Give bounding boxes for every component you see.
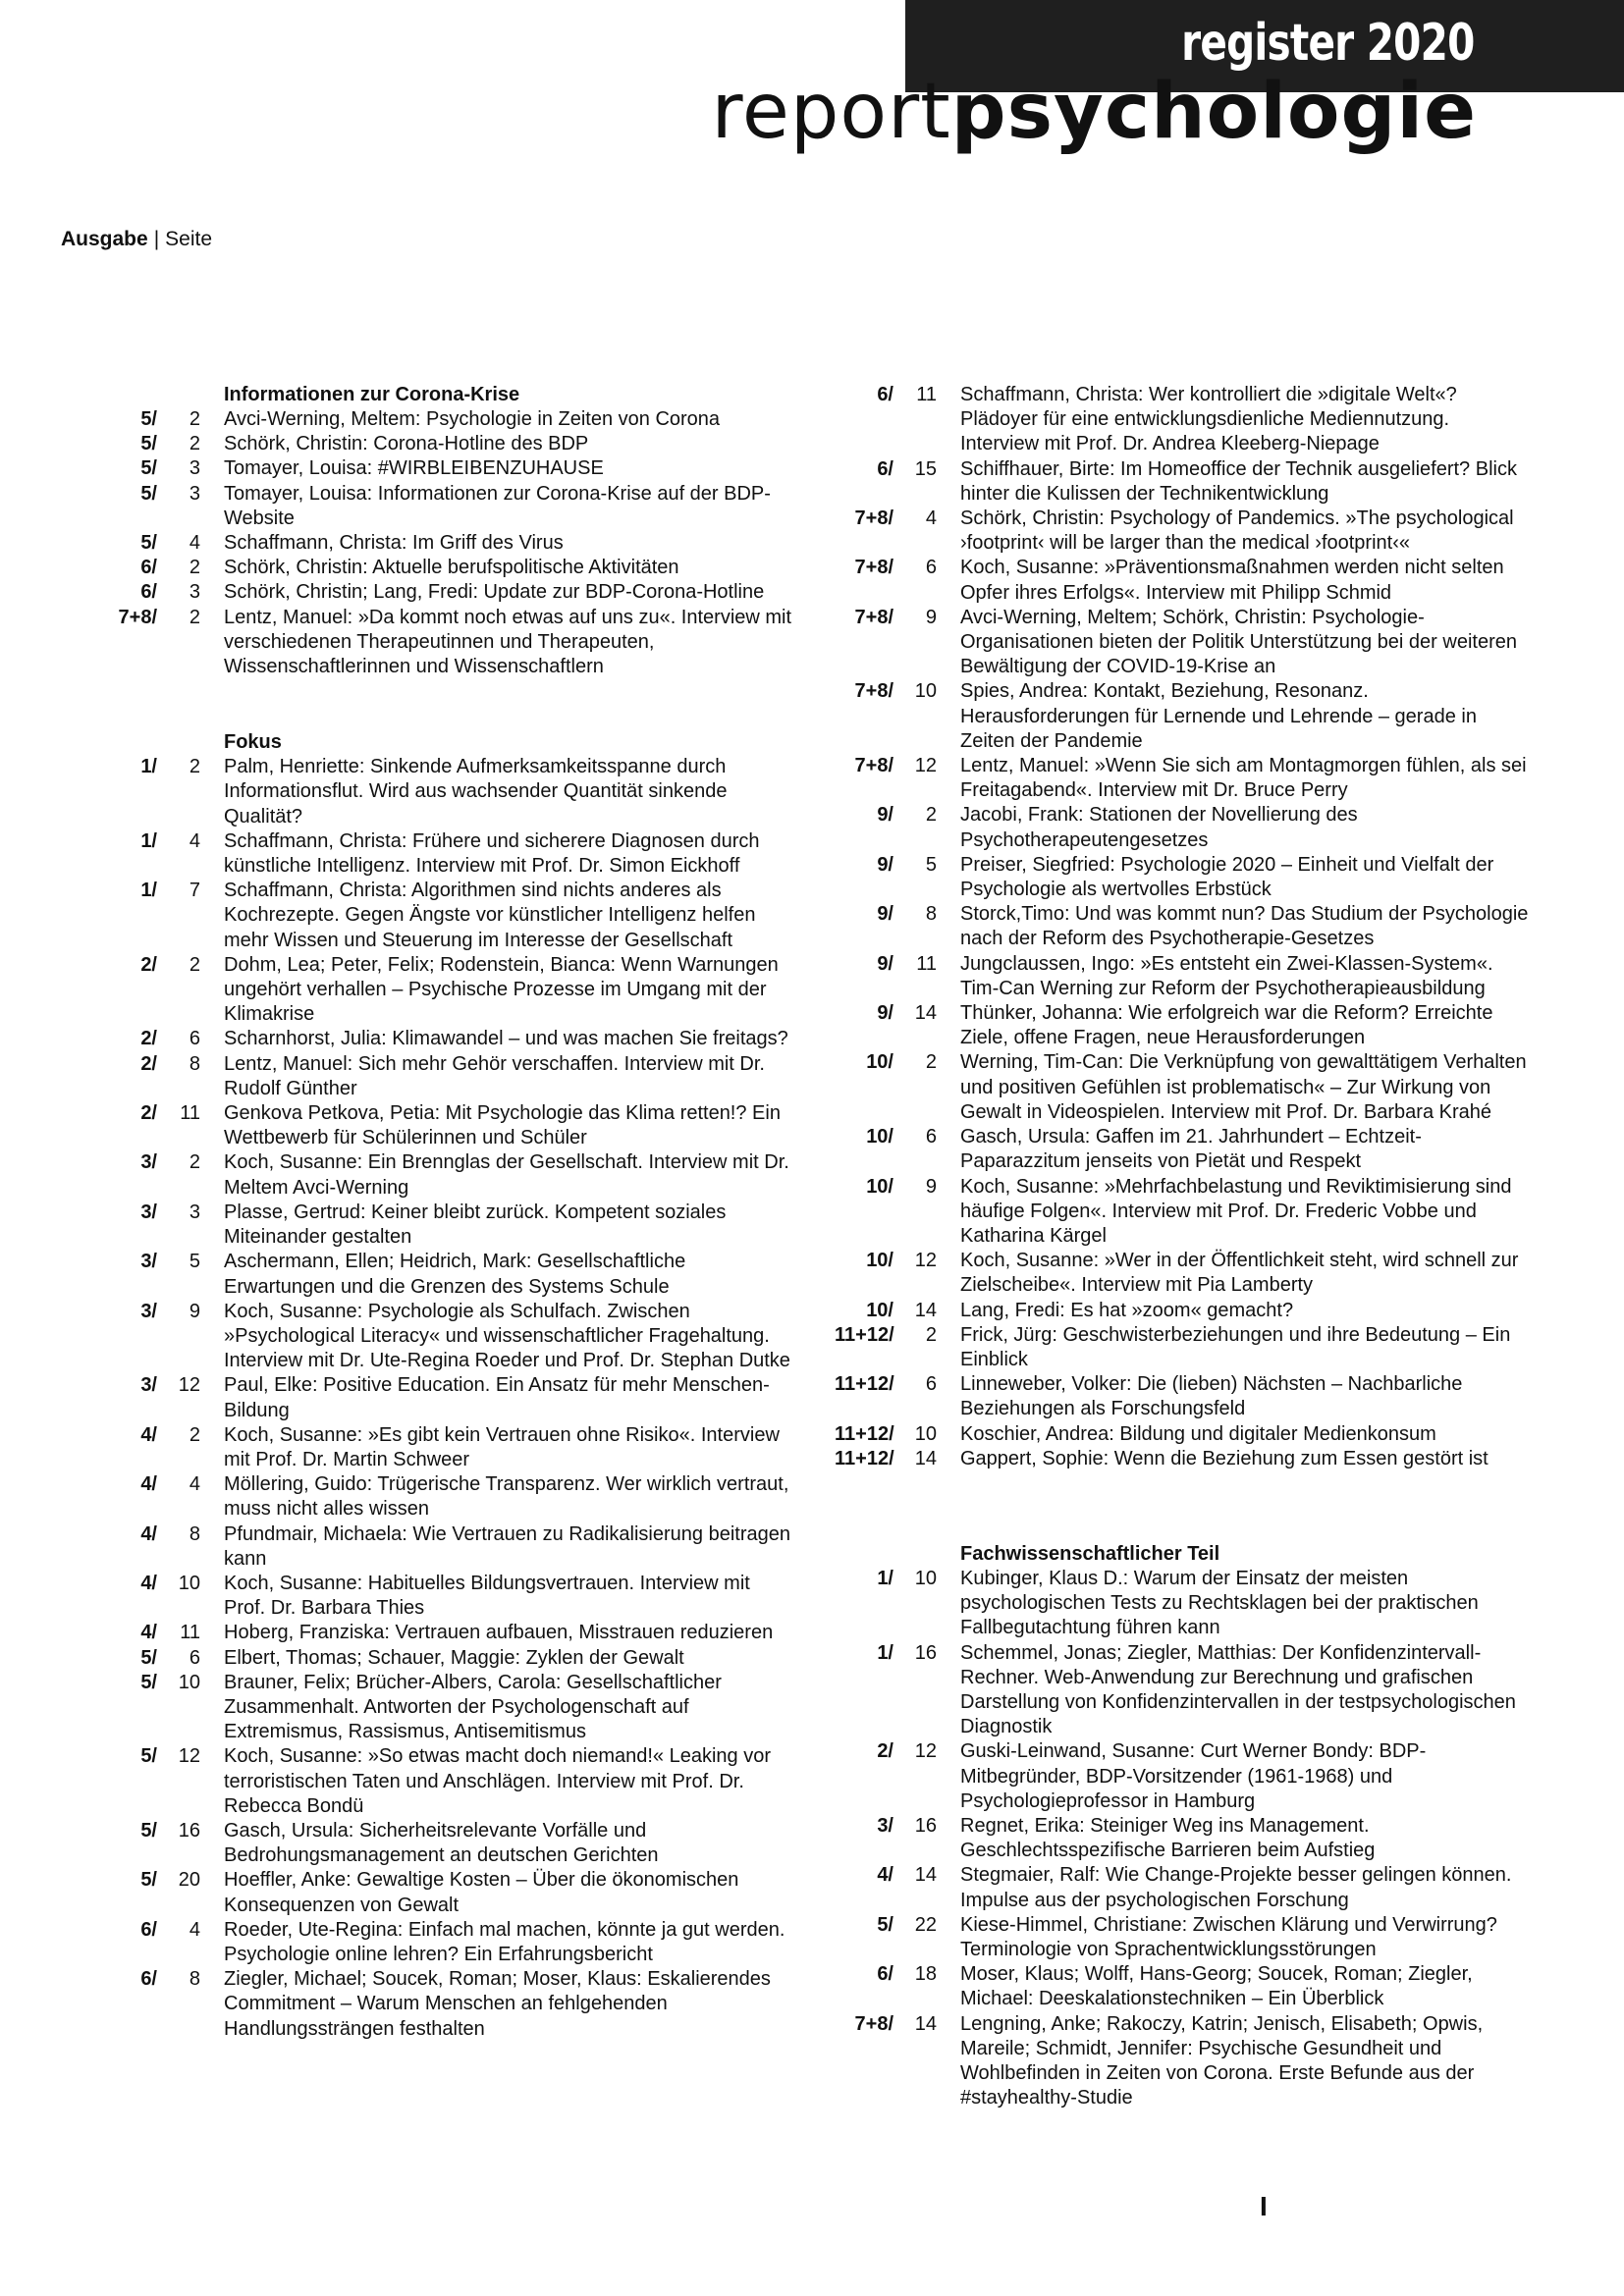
index-entry: [835, 853, 1542, 902]
entry-text: Koch, Susanne: »Mehrfachbelastung und Reviktimisierung sind häufige Folgen«. Interview mit Prof. Dr. Frederic Vobbe und Katharina Kärgel: [960, 1175, 1512, 1247]
entry-text: Brauner, Felix; Brücher-Albers, Carola: Gesellschaftlicher Zusammenhalt. Antworten der Psychologenschaft auf Extremismus, Rassismus, Antisemitismus: [224, 1671, 722, 1743]
entry-text: Frick, Jürg: Geschwisterbeziehungen und ihre Bedeutung – Ein Einblick: [960, 1323, 1511, 1370]
index-entry: [98, 1052, 805, 1101]
page-ref: 6: [925, 557, 937, 579]
page-ref: 2: [189, 1423, 200, 1446]
entry-text: Schemmel, Jonas; Ziegler, Matthias: Der Konfidenzintervall-Rechner. Web-Anwendung zur Berechnung und grafischen Darstellung von Konfidenzintervallen in der testpsychologischen Diagnostik: [960, 1641, 1516, 1738]
issue-number: 4/: [140, 1522, 157, 1545]
entry-text: Paul, Elke: Positive Education. Ein Ansatz für mehr Menschen-Bildung: [224, 1374, 770, 1421]
issue-number: 3/: [140, 1251, 157, 1273]
issue-number: 11+12/: [835, 1447, 894, 1469]
entry-text: Koschier, Andrea: Bildung und digitaler Medienkonsum: [960, 1422, 1436, 1445]
entry-text: Schaffmann, Christa: Wer kontrolliert die »digitale Welt«? Plädoyer für eine entwicklungsdienliche Mediennutzung. Interview mit Prof. Dr. Andrea Kleeberg-Niepage: [960, 384, 1457, 455]
index-entry: [98, 1373, 805, 1422]
entry-text: Koch, Susanne: »Es gibt kein Vertrauen ohne Risiko«. Interview mit Prof. Dr. Martin Schweer: [224, 1423, 780, 1470]
index-entry: [835, 383, 1542, 457]
entry-text: Genkova Petkova, Petia: Mit Psychologie das Klima retten!? Ein Wettbewerb für Schülerinnen und Schüler: [224, 1102, 781, 1149]
entry-text: Tomayer, Louisa: Informationen zur Corona-Krise auf der BDP-Website: [224, 482, 771, 529]
register-year-title: register 2020: [1181, 14, 1475, 73]
index-entry: [98, 531, 805, 556]
page-ref: 18: [914, 1963, 937, 1986]
entry-text: Koch, Susanne: Ein Brennglas der Gesellschaft. Interview mit Dr. Meltem Avci-Werning: [224, 1151, 789, 1199]
index-entry: [98, 432, 805, 456]
index-entry: [835, 1422, 1542, 1447]
issue-number: 7+8/: [854, 557, 893, 579]
issue-number: 5/: [140, 433, 157, 455]
issue-number: 4/: [140, 1572, 157, 1594]
issue-number: 6/: [140, 1968, 157, 1991]
entry-text: Aschermann, Ellen; Heidrich, Mark: Gesellschaftliche Erwartungen und die Grenzen des Systems Schule: [224, 1251, 686, 1298]
index-entry: [98, 1621, 805, 1645]
issue-number: 10/: [866, 1299, 893, 1321]
page-ref: 3: [189, 457, 200, 480]
page-ref: 5: [189, 1251, 200, 1273]
entry-text: Lentz, Manuel: »Da kommt noch etwas auf uns zu«. Interview mit verschiedenen Therapeutinnen und Therapeuten, Wissenschaftlerinnen und Wissenschaftlern: [224, 606, 792, 678]
issue-number: 4/: [140, 1473, 157, 1496]
page-ref: 10: [178, 1572, 200, 1594]
page-ref: 12: [178, 1374, 200, 1397]
page-ref: 11: [916, 952, 937, 975]
entry-text: Gasch, Ursula: Gaffen im 21. Jahrhundert – Echtzeit-Paparazzitum jenseits von Pietät und Respekt: [960, 1126, 1422, 1173]
issue-number: 11+12/: [835, 1323, 894, 1346]
index-entry: [98, 556, 805, 580]
issue-number: 7+8/: [854, 606, 893, 628]
page-ref: 4: [189, 1473, 200, 1496]
page-ref: 5: [925, 853, 937, 876]
index-entry: [98, 456, 805, 481]
index-entry: [835, 1249, 1542, 1298]
page-ref: 22: [914, 1913, 937, 1936]
page-ref: 4: [189, 829, 200, 852]
index-section: [835, 383, 1542, 1471]
column-legend: [61, 228, 212, 251]
index-entry: [835, 2012, 1542, 2111]
issue-number: 2/: [140, 1102, 157, 1125]
issue-number: 2/: [140, 953, 157, 976]
page-ref: 14: [914, 1447, 937, 1469]
index-entry: [835, 1567, 1542, 1641]
page-ref: 2: [189, 606, 200, 628]
issue-number: 3/: [877, 1814, 893, 1837]
page-ref: 6: [189, 1646, 200, 1669]
entry-text: Kubinger, Klaus D.: Warum der Einsatz der meisten psychologischen Tests zu Rechtsklagen bei der praktischen Fallbegutachtung führen kann: [960, 1567, 1479, 1639]
page-ref: 3: [189, 581, 200, 604]
issue-number: 1/: [140, 756, 157, 778]
entry-text: Palm, Henriette: Sinkende Aufmerksamkeitsspanne durch Informationsflut. Wird aus wachsender Quantität sinkende Qualität?: [224, 756, 728, 828]
index-entry: [98, 1522, 805, 1572]
index-entry: [98, 1250, 805, 1299]
page-ref: 16: [914, 1641, 937, 1664]
brand-logo: [711, 68, 1478, 156]
page-ref: 12: [914, 1250, 937, 1272]
index-entry: [98, 953, 805, 1028]
index-entry: [835, 1001, 1542, 1050]
index-section: [98, 730, 805, 2042]
page-ref: 10: [914, 1422, 937, 1445]
section-title: Fokus: [224, 731, 282, 754]
legend-separator: |: [153, 228, 160, 250]
page-ref: 2: [925, 804, 937, 827]
index-entry: [98, 755, 805, 829]
issue-number: 7+8/: [854, 680, 893, 703]
entry-text: Schörk, Christin: Psychology of Pandemics. »The psychological ›footprint‹ will be larger than the medical ›footprint‹«: [960, 507, 1514, 555]
page-ref: 6: [925, 1126, 937, 1148]
index-entry: [835, 1050, 1542, 1125]
entry-text: Tomayer, Louisa: #WIRBLEIBENZUHAUSE: [224, 457, 604, 480]
entry-text: Jacobi, Frank: Stationen der Novellierung des Psychotherapeutengesetzes: [960, 804, 1358, 851]
index-entry: [835, 606, 1542, 680]
page-ref: 10: [914, 680, 937, 703]
entry-text: Lentz, Manuel: Sich mehr Gehör verschaffen. Interview mit Dr. Rudolf Günther: [224, 1052, 765, 1099]
issue-number: 9/: [877, 853, 893, 876]
page-ref: 10: [914, 1567, 937, 1589]
entry-text: Lengning, Anke; Rakoczy, Katrin; Jenisch, Elisabeth; Opwis, Mareile; Schmidt, Jennifer: Psychische Gesundheit und Wohlbefinden in Zeiten von Corona. Erste Befunde aus der #stayhealthy-Studie: [960, 2012, 1484, 2109]
entry-text: Koch, Susanne: »Wer in der Öffentlichkeit steht, wird schnell zur Zielscheibe«. Interview mit Pia Lamberty: [960, 1250, 1519, 1297]
entry-text: Stegmaier, Ralf: Wie Change-Projekte besser gelingen können. Impulse aus der psychologischen Forschung: [960, 1864, 1512, 1911]
page-ref: 11: [180, 1102, 200, 1125]
index-entry: [835, 1175, 1542, 1250]
index-entry: [98, 1744, 805, 1819]
page-ref: 4: [189, 532, 200, 555]
issue-number: 5/: [140, 408, 157, 430]
issue-number: 6/: [877, 1963, 893, 1986]
index-entry: [98, 1201, 805, 1250]
entry-text: Werning, Tim-Can: Die Verknüpfung von gewalttätigem Verhalten und positiven Gefühlen ist problematisch« – Zur Wirkung von Gewalt in Videospielen. Interview mit Prof. Dr. Barbara Krahé: [960, 1051, 1527, 1123]
page-ref: 7: [189, 880, 200, 902]
index-entry: [835, 952, 1542, 1001]
page-ref: 2: [189, 557, 200, 579]
brand-bold: psychologie: [950, 68, 1477, 156]
right-column: [835, 383, 1542, 2162]
index-entry: [835, 507, 1542, 556]
index-entry: [98, 1819, 805, 1868]
page-ref: 8: [189, 1968, 200, 1991]
index-entry: [98, 1300, 805, 1374]
page-number: I: [1260, 2191, 1268, 2221]
index-entry: [835, 556, 1542, 605]
entry-text: Schörk, Christin: Corona-Hotline des BDP: [224, 433, 589, 455]
page-ref: 2: [189, 953, 200, 976]
entry-text: Lentz, Manuel: »Wenn Sie sich am Montagmorgen fühlen, als sei Freitagabend«. Interview mit Dr. Bruce Perry: [960, 755, 1527, 802]
issue-number: 11+12/: [835, 1422, 894, 1445]
index-entry: [98, 1868, 805, 1917]
index-entry: [835, 754, 1542, 803]
page-ref: 6: [925, 1373, 937, 1396]
issue-number: 2/: [877, 1740, 893, 1763]
index-entry: [835, 1739, 1542, 1814]
issue-number: 5/: [140, 1745, 157, 1768]
page-ref: 2: [925, 1051, 937, 1074]
entry-text: Regnet, Erika: Steiniger Weg ins Management. Geschlechtsspezifische Barrieren beim Aufstieg: [960, 1814, 1376, 1862]
issue-number: 5/: [140, 482, 157, 505]
page-ref: 4: [925, 507, 937, 530]
issue-number: 5/: [140, 532, 157, 555]
issue-number: 3/: [140, 1151, 157, 1174]
entry-text: Schaffmann, Christa: Im Griff des Virus: [224, 532, 564, 555]
page-ref: 12: [914, 1740, 937, 1763]
issue-number: 4/: [140, 1622, 157, 1644]
index-entry: [835, 1125, 1542, 1174]
index-entry: [98, 879, 805, 953]
entry-text: Pfundmair, Michaela: Wie Vertrauen zu Radikalisierung beitragen kann: [224, 1522, 790, 1570]
index-entry: [835, 457, 1542, 507]
index-entry: [98, 1472, 805, 1522]
issue-number: 2/: [140, 1052, 157, 1075]
entry-text: Storck,Timo: Und was kommt nun? Das Studium der Psychologie nach der Reform des Psychotherapie-Gesetzes: [960, 903, 1529, 950]
issue-number: 9/: [877, 804, 893, 827]
entry-text: Ziegler, Michael; Soucek, Roman; Moser, Klaus: Eskalierendes Commitment – Warum Menschen an fehlgehenden Handlungssträngen festhalten: [224, 1968, 771, 2040]
issue-number: 11+12/: [835, 1373, 894, 1396]
issue-number: 9/: [877, 903, 893, 926]
issue-number: 7+8/: [854, 507, 893, 530]
page-ref: 16: [914, 1814, 937, 1837]
index-entry: [98, 1423, 805, 1472]
page-ref: 11: [916, 384, 937, 405]
page-ref: 6: [189, 1028, 200, 1050]
page-ref: 8: [925, 903, 937, 926]
index-entry: [835, 1863, 1542, 1912]
issue-number: 3/: [140, 1300, 157, 1322]
issue-number: 4/: [140, 1423, 157, 1446]
page-ref: 8: [189, 1522, 200, 1545]
index-entry: [835, 902, 1542, 951]
issue-number: 3/: [140, 1374, 157, 1397]
entry-text: Guski-Leinwand, Susanne: Curt Werner Bondy: BDP-Mitbegründer, BDP-Vorsitzender (1961-1968) und Psychologieprofessor in Hamburg: [960, 1740, 1427, 1812]
issue-number: 6/: [140, 1918, 157, 1941]
index-entry: [98, 1027, 805, 1051]
issue-number: 1/: [140, 880, 157, 902]
entry-text: Gappert, Sophie: Wenn die Beziehung zum Essen gestört ist: [960, 1447, 1489, 1469]
section-title: Informationen zur Corona-Krise: [224, 384, 520, 405]
issue-number: 5/: [140, 457, 157, 480]
entry-text: Moser, Klaus; Wolff, Hans-Georg; Soucek, Roman; Ziegler, Michael: Deeskalationstechniken – Ein Überblick: [960, 1963, 1473, 2010]
page-ref: 14: [914, 1299, 937, 1321]
page-ref: 3: [189, 482, 200, 505]
page-ref: 2: [925, 1323, 937, 1346]
issue-number: 7+8/: [118, 606, 157, 628]
page-ref: 4: [189, 1918, 200, 1941]
issue-number: 5/: [877, 1913, 893, 1936]
index-entry: [98, 482, 805, 531]
entry-text: Hoeffler, Anke: Gewaltige Kosten – Über die ökonomischen Konsequenzen von Gewalt: [224, 1869, 739, 1916]
entry-text: Schörk, Christin: Aktuelle berufspolitische Aktivitäten: [224, 557, 679, 579]
issue-number: 7+8/: [854, 2012, 893, 2035]
entry-text: Schaffmann, Christa: Algorithmen sind nichts anderes als Kochrezepte. Gegen Ängste vor künstlicher Intelligenz helfen mehr Wissen und Steuerung im Interesse der Gesellschaft: [224, 880, 756, 951]
issue-number: 9/: [877, 952, 893, 975]
page-ref: 16: [178, 1819, 200, 1842]
legend-issue: Ausgabe: [61, 228, 148, 250]
issue-number: 10/: [866, 1051, 893, 1074]
issue-number: 6/: [877, 457, 893, 480]
issue-number: 4/: [877, 1864, 893, 1887]
index-entry: [835, 1962, 1542, 2011]
issue-number: 6/: [140, 557, 157, 579]
index-entry: [835, 1372, 1542, 1421]
entry-text: Gasch, Ursula: Sicherheitsrelevante Vorfälle und Bedrohungsmanagement an deutschen Gerichten: [224, 1819, 659, 1867]
index-entry: [835, 1641, 1542, 1740]
index-entry: [835, 1814, 1542, 1863]
issue-number: 1/: [877, 1567, 893, 1589]
index-entry: [835, 1447, 1542, 1471]
entry-text: Elbert, Thomas; Schauer, Maggie: Zyklen der Gewalt: [224, 1646, 684, 1669]
issue-number: 10/: [866, 1126, 893, 1148]
entry-text: Schaffmann, Christa: Frühere und sicherere Diagnosen durch künstliche Intelligenz. Interview mit Prof. Dr. Simon Eickhoff: [224, 829, 760, 878]
entry-text: Spies, Andrea: Kontakt, Beziehung, Resonanz. Herausforderungen für Lernende und Lehrende – gerade in Zeiten der Pandemie: [960, 680, 1477, 752]
entry-text: Avci-Werning, Meltem; Schörk, Christin: Psychologie-Organisationen bieten der Politik Unterstützung bei der weiteren Bewältigung der COVID-19-Krise an: [960, 606, 1517, 678]
index-section: [98, 383, 805, 679]
page-ref: 11: [180, 1622, 200, 1644]
entry-text: Scharnhorst, Julia: Klimawandel – und was machen Sie freitags?: [224, 1028, 788, 1050]
page-ref: 14: [914, 1002, 937, 1025]
entry-text: Dohm, Lea; Peter, Felix; Rodenstein, Bianca: Wenn Warnungen ungehört verhallen – Psychische Prozesse im Umgang mit der Klimakrise: [224, 953, 779, 1026]
index-entry: [98, 580, 805, 605]
entry-text: Kiese-Himmel, Christiane: Zwischen Klärung und Verwirrung? Terminologie von Sprachentwicklungsstörungen: [960, 1913, 1497, 1960]
entry-text: Plasse, Gertrud: Keiner bleibt zurück. Kompetent soziales Miteinander gestalten: [224, 1201, 727, 1249]
page-ref: 12: [914, 755, 937, 777]
index-entry: [98, 407, 805, 432]
index-entry: [98, 1671, 805, 1745]
entry-text: Schörk, Christin; Lang, Fredi: Update zur BDP-Corona-Hotline: [224, 581, 765, 604]
issue-number: 6/: [877, 384, 893, 405]
issue-number: 5/: [140, 1869, 157, 1892]
index-entry: [835, 1299, 1542, 1323]
issue-number: 1/: [140, 829, 157, 852]
page-ref: 9: [925, 1175, 937, 1198]
index-section: [835, 1542, 1542, 2110]
issue-number: 6/: [140, 581, 157, 604]
index-entry: [98, 1572, 805, 1621]
entry-text: Lang, Fredi: Es hat »zoom« gemacht?: [960, 1299, 1294, 1321]
page-ref: 2: [189, 756, 200, 778]
page-ref: 2: [189, 433, 200, 455]
index-entry: [98, 606, 805, 680]
page-ref: 12: [178, 1745, 200, 1768]
left-column: [98, 383, 805, 2093]
entry-text: Koch, Susanne: Habituelles Bildungsvertrauen. Interview mit Prof. Dr. Barbara Thies: [224, 1572, 750, 1620]
index-entry: [835, 1913, 1542, 1962]
entry-text: Koch, Susanne: »Präventionsmaßnahmen werden nicht selten Opfer ihres Erfolgs«. Interview mit Philipp Schmid: [960, 557, 1504, 604]
page-ref: 8: [189, 1052, 200, 1075]
entry-text: Jungclaussen, Ingo: »Es entsteht ein Zwei-Klassen-System«. Tim-Can Werning zur Reform der Psychotherapieausbildung: [960, 952, 1493, 999]
entry-text: Koch, Susanne: Psychologie als Schulfach. Zwischen »Psychological Literacy« und wissenschaftlicher Fragehaltung. Interview mit Dr. Ute-Regina Roeder und Prof. Dr. Stephan Dutke: [224, 1300, 790, 1372]
index-entry: [835, 679, 1542, 754]
issue-number: 7+8/: [854, 755, 893, 777]
issue-number: 9/: [877, 1002, 893, 1025]
index-entry: [98, 1967, 805, 2042]
entry-text: Avci-Werning, Meltem: Psychologie in Zeiten von Corona: [224, 408, 721, 430]
index-entry: [835, 1323, 1542, 1372]
page-ref: 9: [189, 1300, 200, 1322]
issue-number: 10/: [866, 1175, 893, 1198]
brand-light: report: [711, 68, 951, 156]
index-entry: [98, 1101, 805, 1150]
page-ref: 3: [189, 1201, 200, 1223]
page-ref: 14: [914, 2012, 937, 2035]
entry-text: Preiser, Siegfried: Psychologie 2020 – Einheit und Vielfalt der Psychologie als wertvolles Erbstück: [960, 853, 1494, 901]
page-ref: 15: [914, 457, 937, 480]
index-entry: [835, 803, 1542, 852]
issue-number: 5/: [140, 1819, 157, 1842]
issue-number: 5/: [140, 1671, 157, 1693]
legend-page: Seite: [165, 228, 213, 250]
page-ref: 14: [914, 1864, 937, 1887]
page-ref: 2: [189, 1151, 200, 1174]
entry-text: Linneweber, Volker: Die (lieben) Nächsten – Nachbarliche Beziehungen als Forschungsfeld: [960, 1373, 1463, 1420]
section-title: Fachwissenschaftlicher Teil: [960, 1542, 1220, 1565]
index-entry: [98, 829, 805, 879]
entry-text: Hoberg, Franziska: Vertrauen aufbauen, Misstrauen reduzieren: [224, 1622, 774, 1644]
issue-number: 10/: [866, 1250, 893, 1272]
issue-number: 1/: [877, 1641, 893, 1664]
entry-text: Thünker, Johanna: Wie erfolgreich war die Reform? Erreichte Ziele, offene Fragen, neue Herausforderungen: [960, 1002, 1493, 1049]
entry-text: Möllering, Guido: Trügerische Transparenz. Wer wirklich vertraut, muss nicht alles wissen: [224, 1473, 789, 1521]
index-entry: [98, 1150, 805, 1200]
index-entry: [98, 1918, 805, 1967]
page-ref: 10: [178, 1671, 200, 1693]
entry-text: Roeder, Ute-Regina: Einfach mal machen, könnte ja gut werden. Psychologie online lehren? Ein Erfahrungsbericht: [224, 1918, 785, 1965]
issue-number: 5/: [140, 1646, 157, 1669]
page-ref: 20: [178, 1869, 200, 1892]
entry-text: Koch, Susanne: »So etwas macht doch niemand!« Leaking vor terroristischen Taten und Anschlägen. Interview mit Prof. Dr. Rebecca Bondü: [224, 1745, 772, 1817]
index-entry: [98, 1646, 805, 1671]
entry-text: Schiffhauer, Birte: Im Homeoffice der Technik ausgeliefert? Blick hinter die Kulissen der Technikentwicklung: [960, 457, 1517, 505]
page-ref: 2: [189, 408, 200, 430]
issue-number: 3/: [140, 1201, 157, 1223]
issue-number: 2/: [140, 1028, 157, 1050]
page-ref: 9: [925, 606, 937, 628]
